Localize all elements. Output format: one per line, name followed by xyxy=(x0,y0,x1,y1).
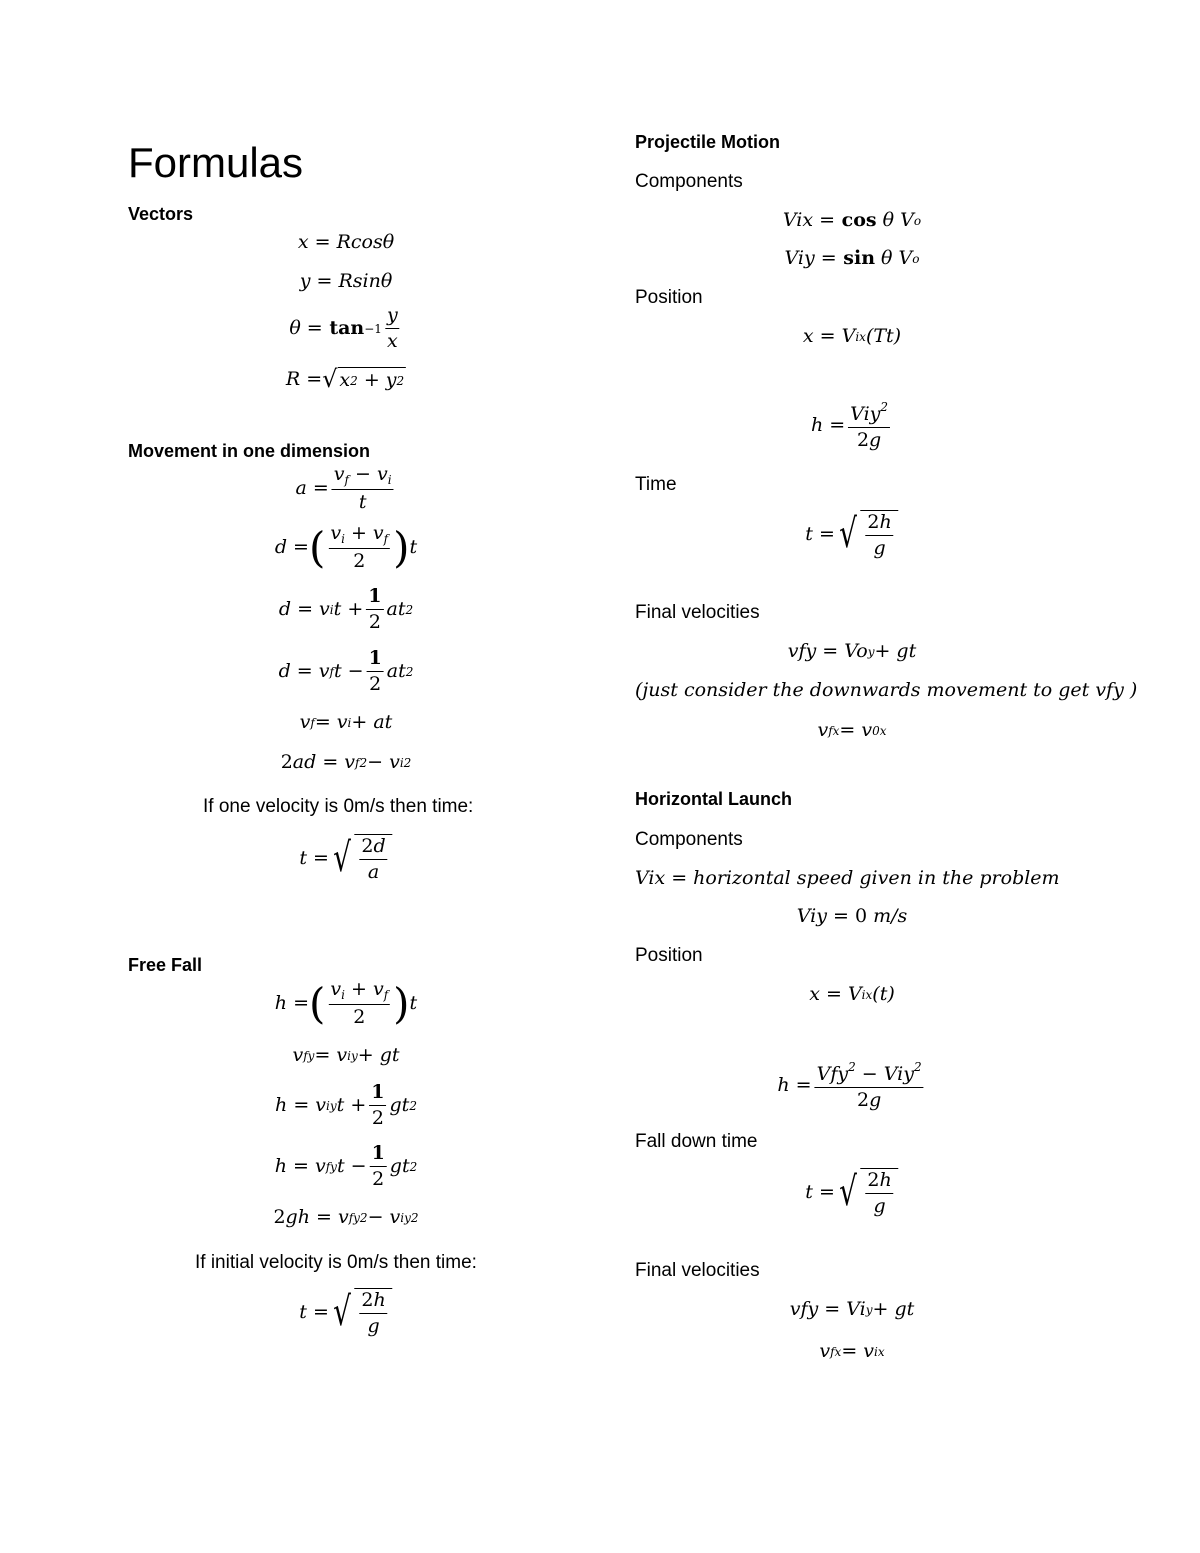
movement-note: If one velocity is 0m/s then time: xyxy=(203,796,474,817)
formula-r-magnitude: R = √ x 2 + y 2 xyxy=(285,365,405,393)
formula-vfy: v fy = v iy + gt xyxy=(292,1044,400,1066)
formula-vix-cos: Vix = cos θ V o xyxy=(782,209,922,231)
formula-time-2d-a: t = √ $\frac{2d}{a}$ xyxy=(299,834,392,882)
formula-2gh: 2 gh = v fy 2 − v iy 2 xyxy=(273,1206,419,1228)
formula-vfy-horizontal: vfy = Vi y + gt xyxy=(789,1298,915,1320)
formula-vfy-projectile: vfy = Vo y + gt xyxy=(787,640,917,662)
fall-time-label: Fall down time xyxy=(635,1131,758,1152)
components-label: Components xyxy=(635,171,743,192)
formula-2ad: 2 ad = v f 2 − v i 2 xyxy=(280,751,412,773)
formula-height-vfy: h = v fy t − $\frac{1}{2}$ gt 2 xyxy=(274,1142,418,1190)
time-label: Time xyxy=(635,474,677,495)
movement-heading: Movement in one dimension xyxy=(128,441,371,461)
formula-theta-atan: θ = tan −1 $\frac{y}{x}$ xyxy=(289,304,398,352)
formula-vfx-projectile: v fx = v 0x xyxy=(817,719,887,741)
vectors-heading: Vectors xyxy=(128,204,194,224)
downwards-note: (just consider the downwards movement to get vfy ) xyxy=(635,679,1138,701)
formula-time-2h-g-projectile: t = √ $\frac{2h}{g}$ xyxy=(805,510,898,558)
formula-distance-vf: d = v f t − $\frac{1}{2}$ at 2 xyxy=(278,647,414,695)
formula-x-vix-t: x = V ix (t) xyxy=(809,983,895,1005)
projectile-heading: Projectile Motion xyxy=(635,132,781,152)
freefall-note: If initial velocity is 0m/s then time: xyxy=(195,1252,477,1273)
freefall-heading: Free Fall xyxy=(128,955,203,975)
formula-acceleration: a = $\frac{v_f - v_i}{t}$ xyxy=(295,463,392,513)
position-label-2: Position xyxy=(635,945,703,966)
vix-note: Vix = horizontal speed given in the problem xyxy=(635,867,1060,889)
formula-distance-vi: d = v i t + $\frac{1}{2}$ at 2 xyxy=(278,585,414,633)
formula-time-2h-g-horizontal: t = √ $\frac{2h}{g}$ xyxy=(805,1168,898,1216)
formula-time-2h-g: t = √ $\frac{2h}{g}$ xyxy=(299,1288,392,1336)
formula-height-average: h = ( $\frac{v_i + v_f}{2}$ ) t xyxy=(274,978,418,1028)
formula-x-rcos: x = Rcosθ xyxy=(297,231,395,253)
components-label-2: Components xyxy=(635,829,743,850)
formula-height-viy2: h = $\frac{Viy^2}{2g}$ xyxy=(810,400,889,451)
formula-height-viy: h = v iy t + $\frac{1}{2}$ gt 2 xyxy=(275,1081,417,1129)
page-title: Formulas xyxy=(128,139,304,186)
formula-viy-sin: Viy = sin θ V o xyxy=(784,247,920,269)
formula-viy-zero: Viy = 0 m/s xyxy=(796,905,908,927)
final-velocities-label-2: Final velocities xyxy=(635,1260,760,1281)
position-label: Position xyxy=(635,287,703,308)
formula-y-rsin: y = Rsinθ xyxy=(299,270,393,292)
formula-distance-average: d = ( $\frac{v_i + v_f}{2}$ ) t xyxy=(274,522,418,572)
formula-vfx-horizontal: v fx = v ix xyxy=(819,1340,885,1362)
formula-final-velocity: v f = v i + at xyxy=(299,711,393,733)
final-velocities-label: Final velocities xyxy=(635,602,760,623)
formula-height-vfy2-viy2: h = $\frac{Vfy^2 - Viy^2}{2g}$ xyxy=(777,1060,922,1111)
formula-x-vix-tt: x = V ix (Tt) xyxy=(802,325,902,347)
horizontal-heading: Horizontal Launch xyxy=(635,789,792,809)
